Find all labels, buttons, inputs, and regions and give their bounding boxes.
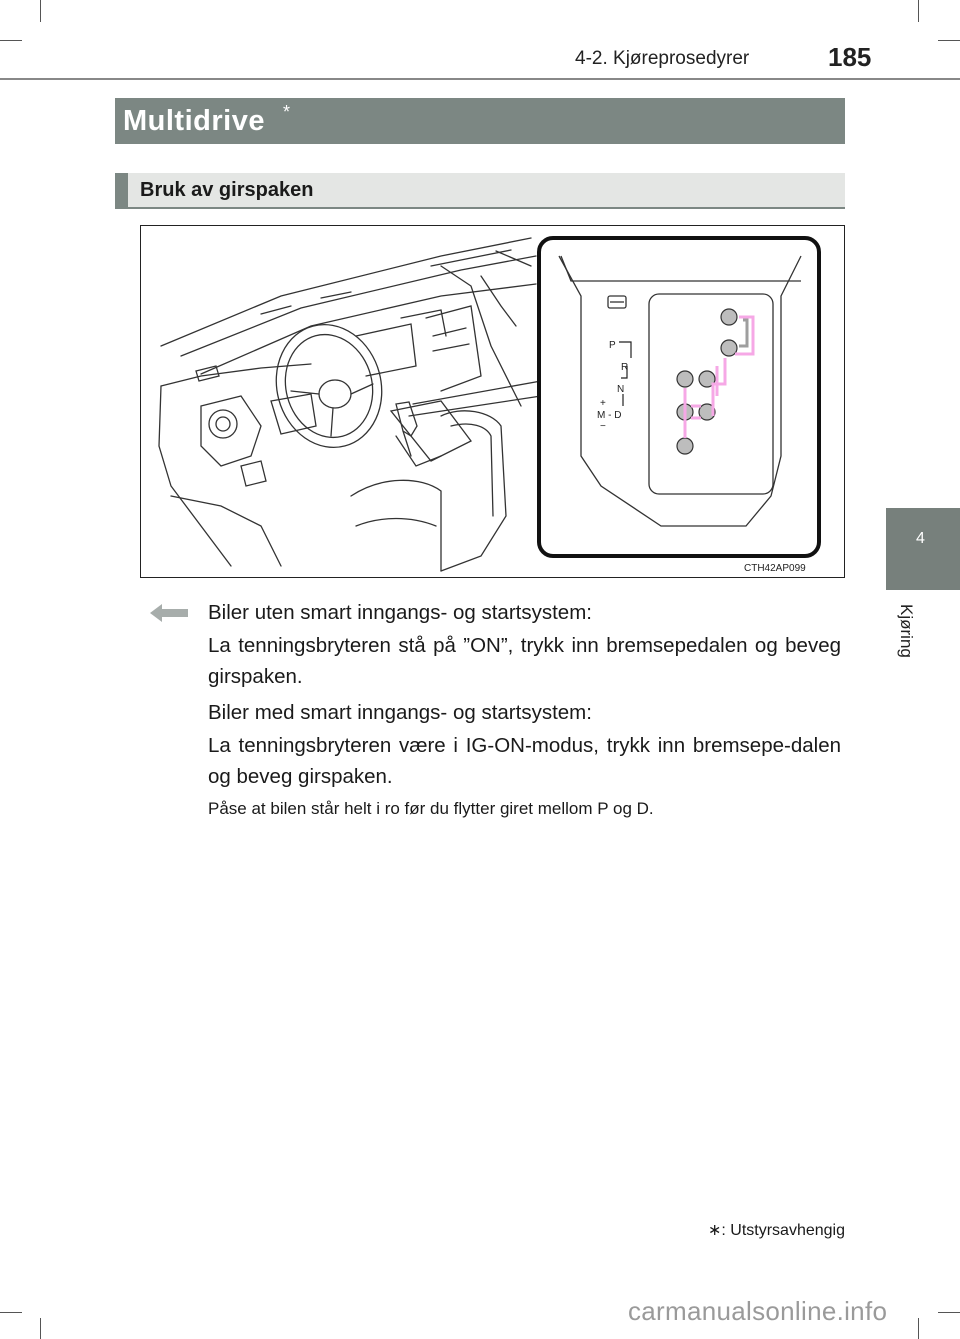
section-title-bar bbox=[115, 98, 845, 144]
header-divider bbox=[0, 78, 960, 80]
page-number: 185 bbox=[828, 42, 872, 72]
crop-mark bbox=[40, 1318, 41, 1339]
header-section-title: 4-2. Kjøreprosedyrer bbox=[575, 48, 750, 69]
figure-code: CTH42AP099 bbox=[744, 563, 806, 574]
watermark: carmanualsonline.info bbox=[628, 1296, 888, 1326]
crop-mark bbox=[938, 1312, 960, 1313]
gate-label-r: R bbox=[621, 362, 629, 373]
condition-without-smart-key: Biler uten smart inngangs- og startsystem: bbox=[208, 601, 592, 624]
chapter-number: 4 bbox=[916, 530, 925, 547]
shift-lever-illustration bbox=[140, 225, 845, 578]
safety-note: Påse at bilen står helt i ro før du flytter giret mellom P og D. bbox=[208, 799, 654, 818]
gate-label-plus: + bbox=[600, 398, 606, 409]
car-interior-drawing bbox=[141, 226, 846, 579]
instruction-with-smart-key: La tenningsbryteren være i IG-ON-modus, trykk inn bremsepe-dalen og beveg girspaken. bbox=[208, 734, 841, 788]
instruction-without-smart-key: La tenningsbryteren stå på ”ON”, trykk inn bremsepedalen og beveg girspaken. bbox=[208, 634, 841, 688]
crop-mark bbox=[918, 1318, 919, 1339]
chapter-label: Kjøring bbox=[897, 604, 916, 658]
subsection-title: Bruk av girspaken bbox=[140, 179, 314, 201]
crop-mark bbox=[918, 0, 919, 22]
asterisk-mark: * bbox=[283, 102, 291, 122]
crop-mark bbox=[0, 40, 22, 41]
gate-label-m-d: M - D bbox=[597, 410, 622, 421]
footnote: ∗: Utstyrsavhengig bbox=[707, 1222, 845, 1239]
section-title: Multidrive bbox=[123, 105, 265, 137]
subsection-accent bbox=[115, 173, 128, 209]
gate-label-n: N bbox=[617, 384, 625, 395]
step-arrow-icon bbox=[148, 602, 190, 624]
gate-label-p: P bbox=[609, 340, 616, 351]
chapter-label-container bbox=[888, 598, 928, 678]
condition-with-smart-key: Biler med smart inngangs- og startsystem: bbox=[208, 701, 592, 724]
crop-mark bbox=[40, 0, 41, 22]
chapter-tab bbox=[886, 508, 960, 590]
crop-mark bbox=[938, 40, 960, 41]
subsection-bar bbox=[115, 173, 845, 209]
gate-label-minus: − bbox=[600, 421, 606, 432]
crop-mark bbox=[0, 1312, 22, 1313]
